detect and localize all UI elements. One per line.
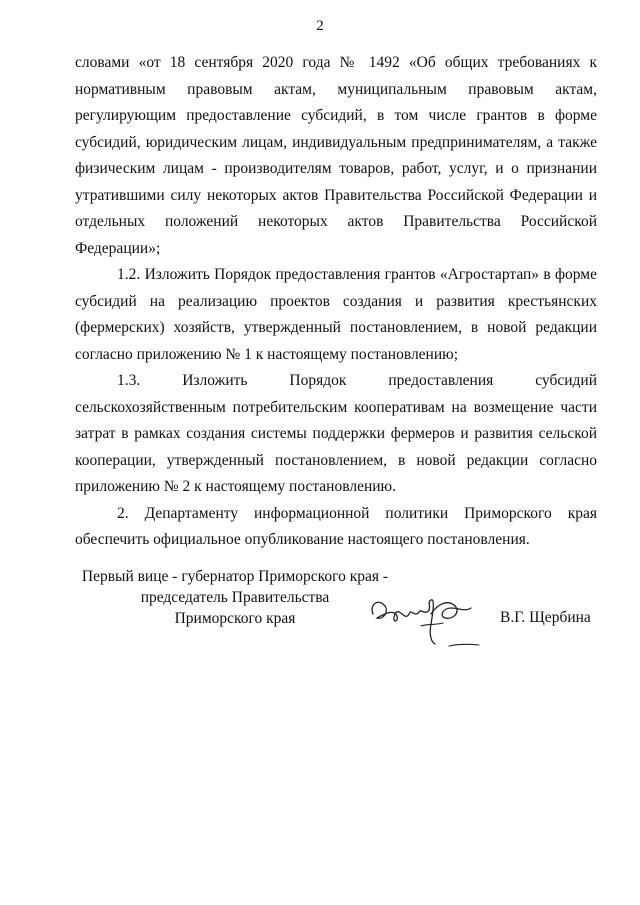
document-body: [75, 50, 597, 554]
signatory-title-line: председатель Правительства: [140, 589, 330, 606]
paragraph-item-1-2: 1.2. Изложить Порядок предоставления грантов «Агростартап» в форме субсидий на реализацию проектов создания и развития крестьянских (фермерских) хозяйств, утвержденный постановлением, в новой редакции согласно приложению № 1 к настоящему постановлению;: [75, 266, 597, 363]
handwritten-signature: [365, 592, 485, 652]
page-number: 2: [316, 18, 324, 34]
paragraph-item-1-3: 1.3. Изложить Порядок предоставления субсидий сельскохозяйственным потребительским кооперативам на возмещение части затрат в рамках создания системы поддержки фермеров и развития сельской кооперации, утвержденный постановлением, в новой редакции согласно приложению № 2 к настоящему постановлению.: [75, 372, 597, 495]
signatory-title: [80, 566, 390, 629]
paragraph-item-2: 2. Департаменту информационной политики Приморского края обеспечить официальное опубликование настоящего постановления.: [75, 504, 597, 548]
signatory-name: В.Г. Щербина: [500, 609, 591, 626]
signatory-title-line: Первый вице - губернатор Приморского края -: [81, 568, 389, 585]
paragraph-continuation: словами «от 18 сентября 2020 года № 1492 «Об общих требованиях к нормативным правовым актам, муниципальным правовым актам, регулирующим предоставление субсидий, в том числе грантов в форме субсидий, юридическим лицам, индивидуальным предпринимателям, а также физическим лицам - производителям товаров, работ, услуг, и о признании утратившими силу некоторых актов Правительства Российской Федерации и отдельных положений некоторых актов Правительства Российской Федерации»;: [75, 54, 597, 257]
signatory-title-line: Приморского края: [174, 610, 296, 627]
